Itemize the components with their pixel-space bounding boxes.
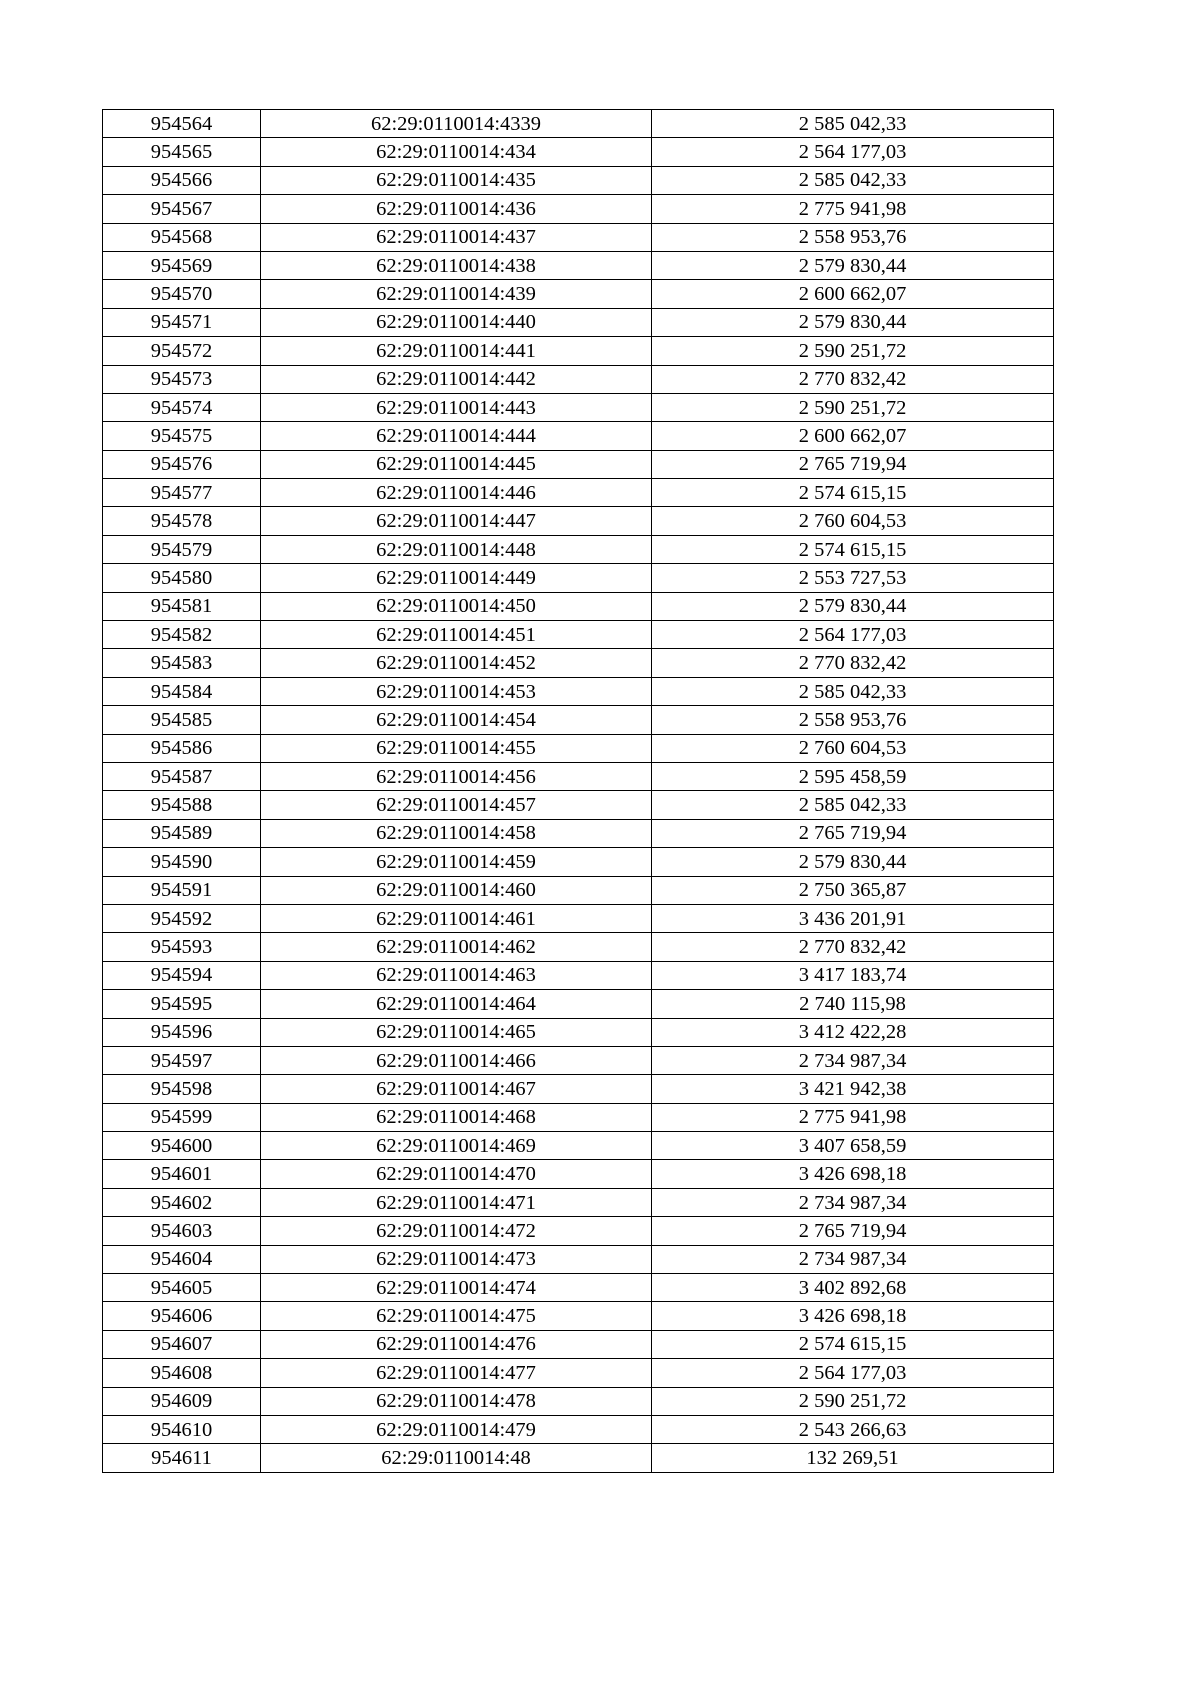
- table-row: [103, 677, 1054, 705]
- row-number-cell: 954574: [103, 393, 261, 421]
- cadastral-number-cell: 62:29:0110014:455: [261, 734, 652, 762]
- row-number-cell: 954573: [103, 365, 261, 393]
- cadastral-number-cell: 62:29:0110014:467: [261, 1075, 652, 1103]
- row-number-cell: 954605: [103, 1274, 261, 1302]
- cadastral-value-cell: 2 574 615,15: [652, 479, 1054, 507]
- cadastral-number-cell: 62:29:0110014:477: [261, 1359, 652, 1387]
- row-number-cell: 954581: [103, 592, 261, 620]
- cadastral-number-cell: 62:29:0110014:469: [261, 1132, 652, 1160]
- row-number-cell: 954608: [103, 1359, 261, 1387]
- cadastral-value-cell: 2 600 662,07: [652, 280, 1054, 308]
- row-number-cell: 954592: [103, 904, 261, 932]
- row-number-cell: 954579: [103, 535, 261, 563]
- row-number-cell: 954583: [103, 649, 261, 677]
- cadastral-value-cell: 2 553 727,53: [652, 564, 1054, 592]
- cadastral-value-cell: 2 600 662,07: [652, 422, 1054, 450]
- cadastral-number-cell: 62:29:0110014:478: [261, 1387, 652, 1415]
- cadastral-number-cell: 62:29:0110014:441: [261, 337, 652, 365]
- table-row: [103, 649, 1054, 677]
- cadastral-value-cell: 2 585 042,33: [652, 677, 1054, 705]
- cadastral-value-cell: 2 590 251,72: [652, 337, 1054, 365]
- row-number-cell: 954589: [103, 819, 261, 847]
- table-row: [103, 1188, 1054, 1216]
- row-number-cell: 954599: [103, 1103, 261, 1131]
- row-number-cell: 954597: [103, 1046, 261, 1074]
- cadastral-value-cell: 3 436 201,91: [652, 904, 1054, 932]
- cadastral-number-cell: 62:29:0110014:440: [261, 308, 652, 336]
- row-number-cell: 954609: [103, 1387, 261, 1415]
- table-row: [103, 876, 1054, 904]
- row-number-cell: 954586: [103, 734, 261, 762]
- cadastral-number-cell: 62:29:0110014:472: [261, 1217, 652, 1245]
- cadastral-value-cell: 2 558 953,76: [652, 706, 1054, 734]
- table-row: [103, 762, 1054, 790]
- table-row: [103, 450, 1054, 478]
- row-number-cell: 954606: [103, 1302, 261, 1330]
- table-row: [103, 195, 1054, 223]
- cadastral-number-cell: 62:29:0110014:460: [261, 876, 652, 904]
- cadastral-value-table: [102, 109, 1054, 1473]
- cadastral-number-cell: 62:29:0110014:443: [261, 393, 652, 421]
- cadastral-value-cell: 2 765 719,94: [652, 450, 1054, 478]
- cadastral-value-cell: 2 734 987,34: [652, 1245, 1054, 1273]
- cadastral-number-cell: 62:29:0110014:462: [261, 933, 652, 961]
- cadastral-value-cell: 2 775 941,98: [652, 1103, 1054, 1131]
- cadastral-value-cell: 132 269,51: [652, 1444, 1054, 1472]
- cadastral-value-cell: 2 585 042,33: [652, 110, 1054, 138]
- cadastral-number-cell: 62:29:0110014:444: [261, 422, 652, 450]
- cadastral-value-cell: 2 564 177,03: [652, 138, 1054, 166]
- cadastral-number-cell: 62:29:0110014:445: [261, 450, 652, 478]
- cadastral-value-cell: 2 760 604,53: [652, 734, 1054, 762]
- row-number-cell: 954577: [103, 479, 261, 507]
- cadastral-value-cell: 2 543 266,63: [652, 1415, 1054, 1443]
- table-row: [103, 251, 1054, 279]
- cadastral-number-cell: 62:29:0110014:463: [261, 961, 652, 989]
- row-number-cell: 954585: [103, 706, 261, 734]
- cadastral-value-cell: 3 426 698,18: [652, 1160, 1054, 1188]
- cadastral-value-cell: 2 775 941,98: [652, 195, 1054, 223]
- cadastral-number-cell: 62:29:0110014:453: [261, 677, 652, 705]
- table-row: [103, 1359, 1054, 1387]
- cadastral-number-cell: 62:29:0110014:48: [261, 1444, 652, 1472]
- cadastral-number-cell: 62:29:0110014:470: [261, 1160, 652, 1188]
- row-number-cell: 954595: [103, 990, 261, 1018]
- table-row: [103, 1415, 1054, 1443]
- row-number-cell: 954607: [103, 1330, 261, 1358]
- table-row: [103, 1075, 1054, 1103]
- cadastral-number-cell: 62:29:0110014:436: [261, 195, 652, 223]
- cadastral-value-cell: 2 564 177,03: [652, 1359, 1054, 1387]
- row-number-cell: 954569: [103, 251, 261, 279]
- table-row: [103, 1217, 1054, 1245]
- cadastral-value-cell: 2 579 830,44: [652, 251, 1054, 279]
- cadastral-value-cell: 3 412 422,28: [652, 1018, 1054, 1046]
- table-row: [103, 564, 1054, 592]
- table-row: [103, 734, 1054, 762]
- row-number-cell: 954611: [103, 1444, 261, 1472]
- table-row: [103, 1046, 1054, 1074]
- table-row: [103, 479, 1054, 507]
- cadastral-number-cell: 62:29:0110014:479: [261, 1415, 652, 1443]
- table-row: [103, 819, 1054, 847]
- row-number-cell: 954593: [103, 933, 261, 961]
- cadastral-value-cell: 2 770 832,42: [652, 365, 1054, 393]
- cadastral-number-cell: 62:29:0110014:447: [261, 507, 652, 535]
- cadastral-number-cell: 62:29:0110014:475: [261, 1302, 652, 1330]
- cadastral-number-cell: 62:29:0110014:474: [261, 1274, 652, 1302]
- cadastral-number-cell: 62:29:0110014:452: [261, 649, 652, 677]
- table-row: [103, 621, 1054, 649]
- table-row: [103, 1387, 1054, 1415]
- row-number-cell: 954600: [103, 1132, 261, 1160]
- cadastral-number-cell: 62:29:0110014:449: [261, 564, 652, 592]
- table-row: [103, 1302, 1054, 1330]
- table-row: [103, 592, 1054, 620]
- cadastral-value-cell: 3 426 698,18: [652, 1302, 1054, 1330]
- row-number-cell: 954603: [103, 1217, 261, 1245]
- cadastral-value-cell: 2 770 832,42: [652, 649, 1054, 677]
- table-row: [103, 1103, 1054, 1131]
- cadastral-value-cell: 3 421 942,38: [652, 1075, 1054, 1103]
- cadastral-value-cell: 2 740 115,98: [652, 990, 1054, 1018]
- row-number-cell: 954565: [103, 138, 261, 166]
- cadastral-value-cell: 2 770 832,42: [652, 933, 1054, 961]
- cadastral-number-cell: 62:29:0110014:461: [261, 904, 652, 932]
- table-row: [103, 1245, 1054, 1273]
- cadastral-value-cell: 2 734 987,34: [652, 1188, 1054, 1216]
- row-number-cell: 954598: [103, 1075, 261, 1103]
- row-number-cell: 954596: [103, 1018, 261, 1046]
- table-row: [103, 961, 1054, 989]
- table-row: [103, 223, 1054, 251]
- row-number-cell: 954572: [103, 337, 261, 365]
- cadastral-number-cell: 62:29:0110014:448: [261, 535, 652, 563]
- cadastral-value-cell: 2 574 615,15: [652, 1330, 1054, 1358]
- table-row: [103, 1132, 1054, 1160]
- row-number-cell: 954578: [103, 507, 261, 535]
- cadastral-value-cell: 3 407 658,59: [652, 1132, 1054, 1160]
- cadastral-number-cell: 62:29:0110014:450: [261, 592, 652, 620]
- table-row: [103, 933, 1054, 961]
- table-row: [103, 280, 1054, 308]
- row-number-cell: 954590: [103, 848, 261, 876]
- cadastral-number-cell: 62:29:0110014:439: [261, 280, 652, 308]
- cadastral-value-cell: 2 750 365,87: [652, 876, 1054, 904]
- table-row: [103, 308, 1054, 336]
- cadastral-number-cell: 62:29:0110014:458: [261, 819, 652, 847]
- cadastral-value-cell: 2 574 615,15: [652, 535, 1054, 563]
- row-number-cell: 954594: [103, 961, 261, 989]
- row-number-cell: 954584: [103, 677, 261, 705]
- table-row: [103, 365, 1054, 393]
- cadastral-value-cell: 2 585 042,33: [652, 791, 1054, 819]
- cadastral-number-cell: 62:29:0110014:459: [261, 848, 652, 876]
- cadastral-number-cell: 62:29:0110014:473: [261, 1245, 652, 1273]
- cadastral-value-cell: 3 417 183,74: [652, 961, 1054, 989]
- cadastral-number-cell: 62:29:0110014:438: [261, 251, 652, 279]
- cadastral-value-cell: 2 564 177,03: [652, 621, 1054, 649]
- cadastral-value-cell: 2 579 830,44: [652, 592, 1054, 620]
- table-row: [103, 535, 1054, 563]
- cadastral-number-cell: 62:29:0110014:456: [261, 762, 652, 790]
- row-number-cell: 954591: [103, 876, 261, 904]
- row-number-cell: 954610: [103, 1415, 261, 1443]
- table-row: [103, 990, 1054, 1018]
- cadastral-number-cell: 62:29:0110014:446: [261, 479, 652, 507]
- cadastral-number-cell: 62:29:0110014:454: [261, 706, 652, 734]
- cadastral-value-cell: 3 402 892,68: [652, 1274, 1054, 1302]
- row-number-cell: 954582: [103, 621, 261, 649]
- cadastral-number-cell: 62:29:0110014:464: [261, 990, 652, 1018]
- table-row: [103, 138, 1054, 166]
- cadastral-number-cell: 62:29:0110014:4339: [261, 110, 652, 138]
- cadastral-number-cell: 62:29:0110014:471: [261, 1188, 652, 1216]
- cadastral-number-cell: 62:29:0110014:465: [261, 1018, 652, 1046]
- table-row: [103, 422, 1054, 450]
- table-row: [103, 1330, 1054, 1358]
- cadastral-number-cell: 62:29:0110014:437: [261, 223, 652, 251]
- row-number-cell: 954564: [103, 110, 261, 138]
- row-number-cell: 954575: [103, 422, 261, 450]
- cadastral-number-cell: 62:29:0110014:442: [261, 365, 652, 393]
- cadastral-value-cell: 2 590 251,72: [652, 1387, 1054, 1415]
- table-row: [103, 1444, 1054, 1472]
- cadastral-value-cell: 2 734 987,34: [652, 1046, 1054, 1074]
- cadastral-number-cell: 62:29:0110014:466: [261, 1046, 652, 1074]
- table-row: [103, 904, 1054, 932]
- row-number-cell: 954602: [103, 1188, 261, 1216]
- row-number-cell: 954570: [103, 280, 261, 308]
- cadastral-number-cell: 62:29:0110014:435: [261, 166, 652, 194]
- cadastral-value-cell: 2 595 458,59: [652, 762, 1054, 790]
- table-row: [103, 166, 1054, 194]
- cadastral-number-cell: 62:29:0110014:451: [261, 621, 652, 649]
- table-body: [103, 110, 1054, 1473]
- cadastral-number-cell: 62:29:0110014:434: [261, 138, 652, 166]
- table-row: [103, 848, 1054, 876]
- row-number-cell: 954567: [103, 195, 261, 223]
- row-number-cell: 954601: [103, 1160, 261, 1188]
- cadastral-value-cell: 2 579 830,44: [652, 848, 1054, 876]
- table-row: [103, 337, 1054, 365]
- row-number-cell: 954576: [103, 450, 261, 478]
- table-row: [103, 1160, 1054, 1188]
- cadastral-value-cell: 2 579 830,44: [652, 308, 1054, 336]
- cadastral-number-cell: 62:29:0110014:468: [261, 1103, 652, 1131]
- table-row: [103, 110, 1054, 138]
- row-number-cell: 954568: [103, 223, 261, 251]
- cadastral-value-cell: 2 765 719,94: [652, 1217, 1054, 1245]
- cadastral-number-cell: 62:29:0110014:476: [261, 1330, 652, 1358]
- cadastral-value-cell: 2 590 251,72: [652, 393, 1054, 421]
- cadastral-value-cell: 2 765 719,94: [652, 819, 1054, 847]
- row-number-cell: 954566: [103, 166, 261, 194]
- table-row: [103, 507, 1054, 535]
- row-number-cell: 954571: [103, 308, 261, 336]
- row-number-cell: 954587: [103, 762, 261, 790]
- cadastral-number-cell: 62:29:0110014:457: [261, 791, 652, 819]
- table-row: [103, 791, 1054, 819]
- table-row: [103, 393, 1054, 421]
- cadastral-value-cell: 2 760 604,53: [652, 507, 1054, 535]
- row-number-cell: 954604: [103, 1245, 261, 1273]
- row-number-cell: 954580: [103, 564, 261, 592]
- cadastral-value-cell: 2 585 042,33: [652, 166, 1054, 194]
- table-row: [103, 706, 1054, 734]
- cadastral-value-cell: 2 558 953,76: [652, 223, 1054, 251]
- row-number-cell: 954588: [103, 791, 261, 819]
- table-row: [103, 1018, 1054, 1046]
- table-row: [103, 1274, 1054, 1302]
